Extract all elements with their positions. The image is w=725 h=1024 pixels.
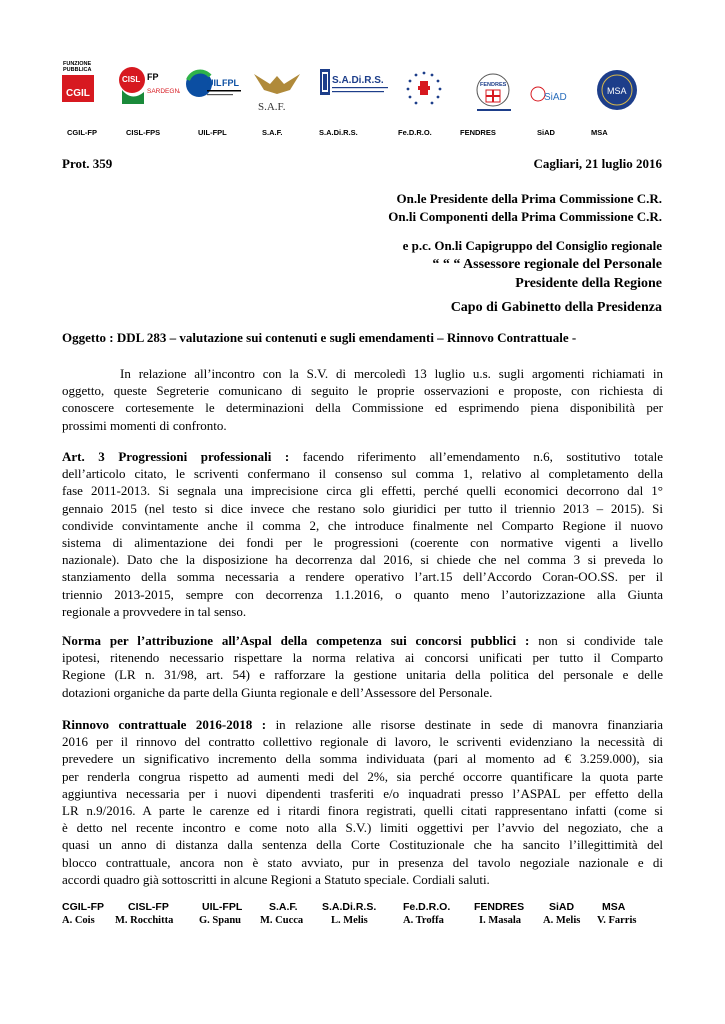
paragraph-line: blocco contrattuale, ancora non è stato avviato, pur in presenza del tavolo negoziale nazionale e di <box>62 854 663 870</box>
cgil-logo-text-2: PUBBLICA <box>63 67 92 73</box>
fendres-logo <box>473 72 523 116</box>
signature-union: FENDRES <box>474 901 525 913</box>
signature-person: G. Spanu <box>199 915 242 926</box>
siad-logo <box>530 80 580 114</box>
paragraph-line: Regione (LR n. 31/98, art. 54) e rafforzare la gestione unitaria della politica del personale e delle <box>62 667 663 683</box>
paragraph-line: dotazioni organiche da parte della Giunta regionale e dell’Assessore del Personale. <box>62 684 493 700</box>
logo-label: CISL-FPS <box>126 128 161 137</box>
cisl-logo-text-1: CISL <box>122 75 141 84</box>
cisl-fps-logo <box>118 62 180 108</box>
rinnovo-heading: Rinnovo contrattuale 2016-2018 : <box>62 717 267 732</box>
signature-person: M. Cucca <box>260 915 304 926</box>
recipient-line: “ “ “ Assessore regionale del Personale <box>432 257 662 272</box>
sadirs-logo-text: S.A.Di.R.S. <box>332 75 384 86</box>
paragraph-line: triennio 2013-2015, sempre con decorrenza 1.1.2016, o quanto meno l’autorizzazione alla Giunta <box>62 586 663 602</box>
paragraph-line: stanziamento della somma necessaria a rendere operativo l’art.15 dell’Accordo Coran-OO.SS. per il <box>62 569 663 585</box>
paragraph-line: conoscere cortesemente le determinazioni della Commissione ed esprimendo piena disponibilità per <box>62 400 663 416</box>
cisl-logo-text-3: SARDEGNA <box>147 88 180 95</box>
aspal-heading: Norma per l’attribuzione all’Aspal della competenza sui concorsi pubblici : <box>62 633 530 648</box>
recipient-line: On.le Presidente della Prima Commissione C.R. <box>396 191 662 206</box>
recipient-line: Presidente della Regione <box>515 276 662 291</box>
recipients-block-1 <box>388 190 662 226</box>
paragraph-line: Rinnovo contrattuale 2016-2018 : in relazione alle risorse destinate in sede di manovra finanziaria <box>62 717 663 732</box>
logo-label: S.A.F. <box>262 128 283 137</box>
paragraph-line: quasi un anno di distanza dalla sentenza della Corte Costituzionale che ha sancito l’illegittimità del <box>62 837 663 853</box>
signature-union: CISL-FP <box>128 901 169 913</box>
logo-labels <box>55 128 665 142</box>
msa-logo-text: MSA <box>607 86 627 96</box>
signature-union: S.A.F. <box>269 901 298 913</box>
signature-unions <box>62 901 662 915</box>
art3-heading: Art. 3 Progressioni professionali : <box>62 449 290 464</box>
fendres-logo-text: FENDRES <box>480 82 507 88</box>
paragraph-line: ipotesi, ritenendo necessario rispettare la norma relativa ai concorsi unificati per tutto il Comparto <box>62 650 663 666</box>
paragraph-line: aggiuntiva necessaria per i nuovi dipendenti trasferiti e/o inquadrati presso l’ASPAL per effetto della <box>62 785 663 801</box>
signature-person: I. Masala <box>479 915 521 926</box>
signature-union: SiAD <box>549 901 575 913</box>
cisl-logo-text-2: FP <box>147 72 159 82</box>
paragraph-line: LR n.9/2016. A parte le carenze ed i ritardi finora registrati, quelli citati rappresentano infatti (come si <box>62 803 663 819</box>
letter-subject: Oggetto : DDL 283 – valutazione sui contenuti e sugli emendamenti – Rinnovo Contrattuale - <box>62 330 577 345</box>
protocol-number: Prot. 359 <box>62 156 113 171</box>
cgil-fp-logo <box>62 58 102 104</box>
logo-label: SiAD <box>537 128 555 137</box>
paragraph-line: è detto nel recente incontro e come noto alla S.V.) limiti oggettivi per l’avvio del negoziato, che a <box>62 820 663 836</box>
uil-logo-text-1: UIL <box>207 78 222 88</box>
signature-union: UIL-FPL <box>202 901 243 913</box>
msa-logo <box>595 68 641 114</box>
logo-label: UIL-FPL <box>198 128 227 137</box>
recipient-line: On.li Componenti della Prima Commissione C.R. <box>388 209 662 224</box>
siad-logo-text: SiAD <box>544 92 567 103</box>
paragraph-line: gennaio 2015 (nel testo si dice invece che restano solo giuridici per tutto il triennio 2013 – 2015). Si <box>62 500 663 516</box>
paragraph-line: accordi quadro già sottoscritti in alcune Regioni a Statuto speciale. Cordiali saluti. <box>62 871 490 887</box>
logo-label: Fe.D.R.O. <box>398 128 432 137</box>
signature-union: CGIL-FP <box>62 901 104 913</box>
cgil-logo-text-1: FUNZIONE <box>63 61 92 67</box>
signature-person: M. Rocchitta <box>115 915 174 926</box>
cgil-logo-text-3: CGIL <box>66 88 90 99</box>
paragraph-line: 2016 per il rinnovo del contratto collettivo regionale di lavoro, le scriventi evidenziano la necessità di <box>62 734 663 750</box>
paragraph-line: per renderla congrua rispetto ad aumenti medi del 2%, sia perché occorre quantificare la quota parte <box>62 768 663 784</box>
logo-label: MSA <box>591 128 608 137</box>
paragraph-line: dell’articolo citato, le scriventi confermano il consenso sul comma 1, relativo al completamento della <box>62 466 663 482</box>
paragraph-line: nazionale). Dato che la disposizione ha decorrenza dal 2016, si chiede che nel comma 3 si preveda lo <box>62 552 663 568</box>
sadirs-logo <box>318 66 390 106</box>
signature-people <box>62 915 662 929</box>
signature-person: A. Cois <box>62 915 95 926</box>
paragraph-line: In relazione all’incontro con la S.V. di mercoledì 13 luglio u.s. sugli argomenti richiamati in <box>120 366 663 381</box>
logos-row <box>55 58 665 128</box>
logo-label: S.A.Di.R.S. <box>319 128 358 137</box>
signature-union: Fe.D.R.O. <box>403 901 451 913</box>
paragraph-line: sistema di alimentazione dei fondi per le progressioni (coerente con normative vigenti a livello <box>62 535 663 551</box>
rinnovo-paragraph <box>62 716 663 888</box>
recipient-line: Capo di Gabinetto della Presidenza <box>450 300 662 315</box>
aspal-paragraph <box>62 632 663 701</box>
signature-person: V. Farris <box>597 915 637 926</box>
fedro-logo <box>400 68 450 110</box>
paragraph-line: prossimi momenti di confronto. <box>62 417 227 433</box>
saf-logo-text: S.A.F. <box>258 101 286 113</box>
paragraph-line: oggetto, queste Segreterie comunicano di seguito le proprie osservazioni e proposte, con richiesta di <box>62 383 663 399</box>
paragraph-line: regionale a provvedere in tal senso. <box>62 603 247 619</box>
signature-person: A. Troffa <box>403 915 444 926</box>
intro-paragraph <box>62 365 663 434</box>
paragraph-line: Art. 3 Progressioni professionali : facendo riferimento all’emendamento n.6, sostitutivo totale <box>62 449 663 464</box>
saf-logo <box>250 66 304 114</box>
paragraph-line: fase 2011-2013. Si segnala una imprecisione circa gli effetti, perché quelli economici decorrono dal 1° <box>62 483 663 499</box>
signature-union: MSA <box>602 901 626 913</box>
signature-person: L. Melis <box>331 915 368 926</box>
logo-label: CGIL-FP <box>67 128 97 137</box>
art3-paragraph <box>62 448 663 620</box>
logo-label: FENDRES <box>460 128 496 137</box>
recipients-block-2 <box>403 238 662 320</box>
recipient-line: e p.c. On.li Capigruppo del Consiglio regionale <box>402 238 662 253</box>
paragraph-line: condivide convintamente anche il comma 2, che introduce finalmente nel Comparto Regione il nuovo <box>62 517 663 533</box>
letter-date: Cagliari, 21 luglio 2016 <box>533 156 662 171</box>
paragraph-line: Norma per l’attribuzione all’Aspal della competenza sui concorsi pubblici : non si condivide tale <box>62 633 663 648</box>
uil-fpl-logo <box>185 66 247 106</box>
signature-union: S.A.Di.R.S. <box>322 901 377 913</box>
paragraph-line: prevedere un significativo incremento della somma individuata (pari al momento ad € 3.259.000), sia <box>62 751 663 767</box>
signature-person: A. Melis <box>543 915 581 926</box>
uil-logo-text-2: FPL <box>222 78 239 88</box>
